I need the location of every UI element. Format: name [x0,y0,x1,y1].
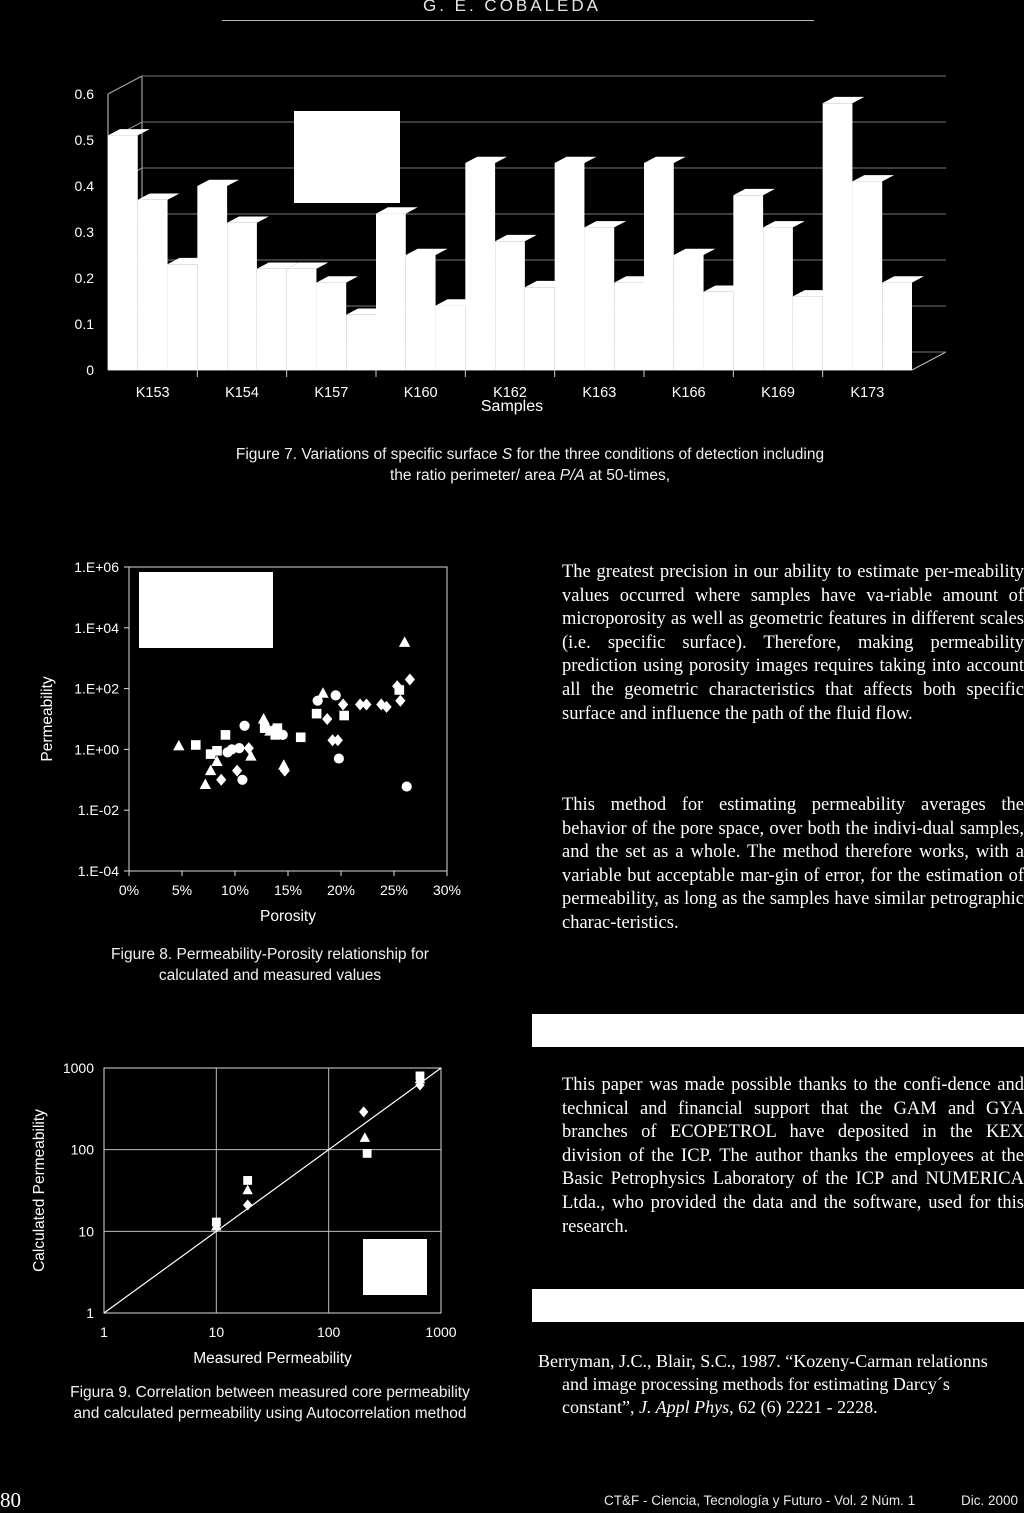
fig7-bar-top [465,157,507,163]
fig8-ytick-label: 1.E+02 [74,680,119,697]
fig7-category-label: K166 [671,385,706,401]
fig8-point-circle [331,690,341,700]
fig7-category-label: K160 [403,385,438,401]
fig7-bar [406,255,436,370]
fig7-ytick-label: 0.6 [74,86,94,102]
fig9-ytick-label: 1 [86,1305,94,1321]
fig8-point-triangle [173,740,184,751]
running-head: G. E. COBALEDA [422,0,602,15]
fig8-point-diamond [395,695,405,707]
fig7-bar [495,241,525,370]
fig7-bar-top [138,194,180,200]
fig7-floor-right [912,352,946,370]
fig9-point-square [243,1176,252,1185]
fig7-bar-top [852,175,894,181]
figure7-xlabel: Samples [480,398,544,415]
fig7-bar [882,283,912,370]
fig7-bar-top [406,249,448,255]
fig7-bar-top [644,157,686,163]
fig7-bar [614,283,644,370]
fig7-bar [376,214,406,370]
section-heading-redacted-2 [532,1289,1024,1322]
fig9-xlabel: Measured Permeability [193,1350,352,1367]
fig8-point-square [339,711,349,721]
fig8-point-triangle [200,779,211,790]
fig7-bar [852,181,882,370]
fig8-ytick-label: 1.E+06 [74,559,119,575]
reference-entry: Berryman, J.C., Blair, S.C., 1987. “Kozeny-Carman relationns and image processing methods for estimating Darcy´s constant”, J. Appl Phys, 62 (6) 2221 - 2228. [538,1351,988,1417]
fig9-xtick-label: 1 [100,1324,108,1340]
figure9-chart [0,1055,520,1375]
fig9-xtick-label: 1000 [425,1324,457,1340]
footer-date: Dic. 2000 [961,1493,1019,1508]
fig7-bar-top [555,157,597,163]
fig7-category-label: K173 [850,385,885,401]
fig8-point-square [221,730,231,740]
fig8-point-triangle [258,713,269,724]
fig7-ytick-label: 0.2 [74,270,94,286]
fig7-bar [346,315,376,370]
paragraph-acknowledgements: This paper was made possible thanks to the confi-dence and technical and financial support that the GAM and GYA branches of ECOPETROL have deposited in the KEX division of the ICP. The author thanks the employees at the Basic Petrophysics Laboratory of the ICP and NUMERICA Ltda., who provided the data and the software, used for this research. [562,1075,1024,1237]
fig8-point-circle [239,721,249,731]
fig7-bar [465,163,495,370]
fig7-ytick-label: 0 [86,362,94,378]
fig7-bar-top [197,180,239,186]
fig7-ytick-label: 0.4 [74,178,94,194]
figure8-chart [0,550,520,950]
paragraph-conclusions-2: This method for estimating permeability averages the behavior of the pore space, over both the indivi-dual samples, and the set as a whole. The method therefore works, with a variable but acceptable mar-gin of error, for the estimation of permeability, as long as the samples have similar petrographic charac-teristics. [562,795,1024,933]
fig8-xtick-label: 0% [118,882,140,898]
fig8-point-circle [334,753,344,763]
fig9-point-triangle [360,1132,370,1142]
fig7-category-label: K169 [761,385,795,401]
fig7-bar [555,163,585,370]
fig8-point-circle [402,781,412,791]
fig7-bar [763,227,793,370]
footer-journal: CT&F - Ciencia, Tecnología y Futuro - Vol. 2 Núm. 1 [604,1493,916,1508]
fig8-point-square [191,740,201,750]
fig8-point-triangle [399,636,410,647]
fig7-bar-top [733,189,775,195]
fig7-gridline-side [108,76,142,94]
fig7-bar [793,296,823,370]
fig7-bar [674,255,704,370]
fig7-category-label: K162 [493,385,527,401]
fig7-bar [316,283,346,370]
fig7-bar-top [376,207,418,213]
fig8-xlabel: Porosity [260,908,316,925]
fig8-ytick-label: 1.E+00 [74,741,119,758]
fig7-bar-top [108,129,150,135]
fig9-legend-redacted [363,1239,427,1295]
fig8-point-circle [313,696,323,706]
paragraph-conclusions-1: The greatest precision in our ability to estimate per-meability values occurred where samples have va-riable amount of microporosity as well as geometric features in different scales (i.e. specific surface). Therefore, making permeability prediction using porosity images requires taking into account all the geometric characteristics that affects both specific surface and influence the path of the fluid flow. [562,562,1024,724]
fig7-category-label: K154 [225,385,259,401]
fig8-xtick-label: 30% [432,882,462,898]
fig7-bar [704,292,734,370]
fig7-bar [525,287,555,370]
fig7-bar-top [823,97,865,103]
fig7-bar [138,200,168,370]
figure7-chart [0,70,1024,440]
fig7-bar-top [316,276,358,282]
fig8-legend-redacted [139,572,273,648]
figure9-caption: Figura 9. Correlation between measured core permeability and calculated permeability using Autocorrelation method [70,1384,470,1422]
fig7-category-label: K157 [314,385,349,401]
fig8-point-diamond [361,698,371,710]
fig7-ytick-label: 0.5 [74,132,94,148]
fig9-xtick-label: 100 [316,1324,341,1340]
fig8-xtick-label: 5% [171,882,193,898]
figure7-caption: Figure 7. Variations of specific surface S for the three conditions of detection including the ratio perimeter/ area P/A at 50-times, [235,446,825,484]
fig7-bar [644,163,674,370]
fig7-category-label: K153 [135,385,170,401]
fig8-xtick-label: 15% [273,882,303,898]
fig8-point-diamond [405,673,415,685]
fig8-point-diamond [338,698,348,710]
fig8-point-triangle [205,765,216,776]
page-number: 80 [0,1488,21,1512]
fig7-bar-top [227,217,269,223]
fig7-bar [733,195,763,370]
fig7-bar [823,103,853,370]
fig7-category-label: K163 [582,385,617,401]
fig8-ytick-label: 1.E+04 [74,619,119,636]
fig8-point-square [312,709,322,719]
fig7-bar-top [674,249,716,255]
fig7-bar [197,186,227,370]
fig8-point-square [212,746,222,756]
fig9-ytick-label: 1000 [62,1060,94,1076]
fig8-ylabel: Permeability [39,676,56,762]
header-rule [222,20,814,21]
fig8-point-square [296,733,306,743]
fig7-bar-top [584,221,626,227]
fig9-ylabel: Calculated Permeability [31,1109,48,1272]
fig9-ytick-label: 100 [70,1141,94,1158]
fig7-legend-redacted [294,111,400,203]
fig9-point-triangle [242,1185,252,1195]
fig8-point-circle [237,775,247,785]
fig8-ytick-label: 1.E-04 [77,863,119,879]
fig8-ytick-label: 1.E-02 [77,802,119,819]
figure8-caption: Figure 8. Permeability-Porosity relationship for calculated and measured values [111,946,429,984]
fig9-xtick-label: 10 [208,1324,225,1340]
fig9-point-square [363,1149,372,1158]
fig7-bar [287,269,317,370]
fig7-bar [168,264,198,370]
fig8-point-circle [278,730,288,740]
fig7-ytick-label: 0.3 [74,224,94,240]
fig8-point-diamond [232,765,242,777]
fig7-bar [227,223,257,370]
fig7-bar [436,306,466,370]
fig9-point-diamond [243,1200,252,1211]
fig7-bar [108,135,138,370]
fig8-xtick-label: 20% [326,882,356,898]
fig8-point-diamond [333,734,343,746]
fig9-ytick-label: 10 [78,1223,94,1240]
fig7-bar-top [763,221,805,227]
fig7-bar-top [495,235,537,241]
fig8-xtick-label: 10% [220,882,250,898]
fig7-ytick-label: 0.1 [74,316,94,332]
fig8-point-circle [234,743,244,753]
fig8-point-diamond [216,774,226,786]
fig9-point-diamond [359,1106,368,1117]
fig8-point-diamond [322,713,332,725]
section-heading-redacted [532,1014,1024,1047]
fig7-bar [584,227,614,370]
fig7-bar [257,269,287,370]
fig7-bar-top [882,276,924,282]
fig8-xtick-label: 25% [379,882,409,898]
fig8-point-diamond [244,742,254,754]
